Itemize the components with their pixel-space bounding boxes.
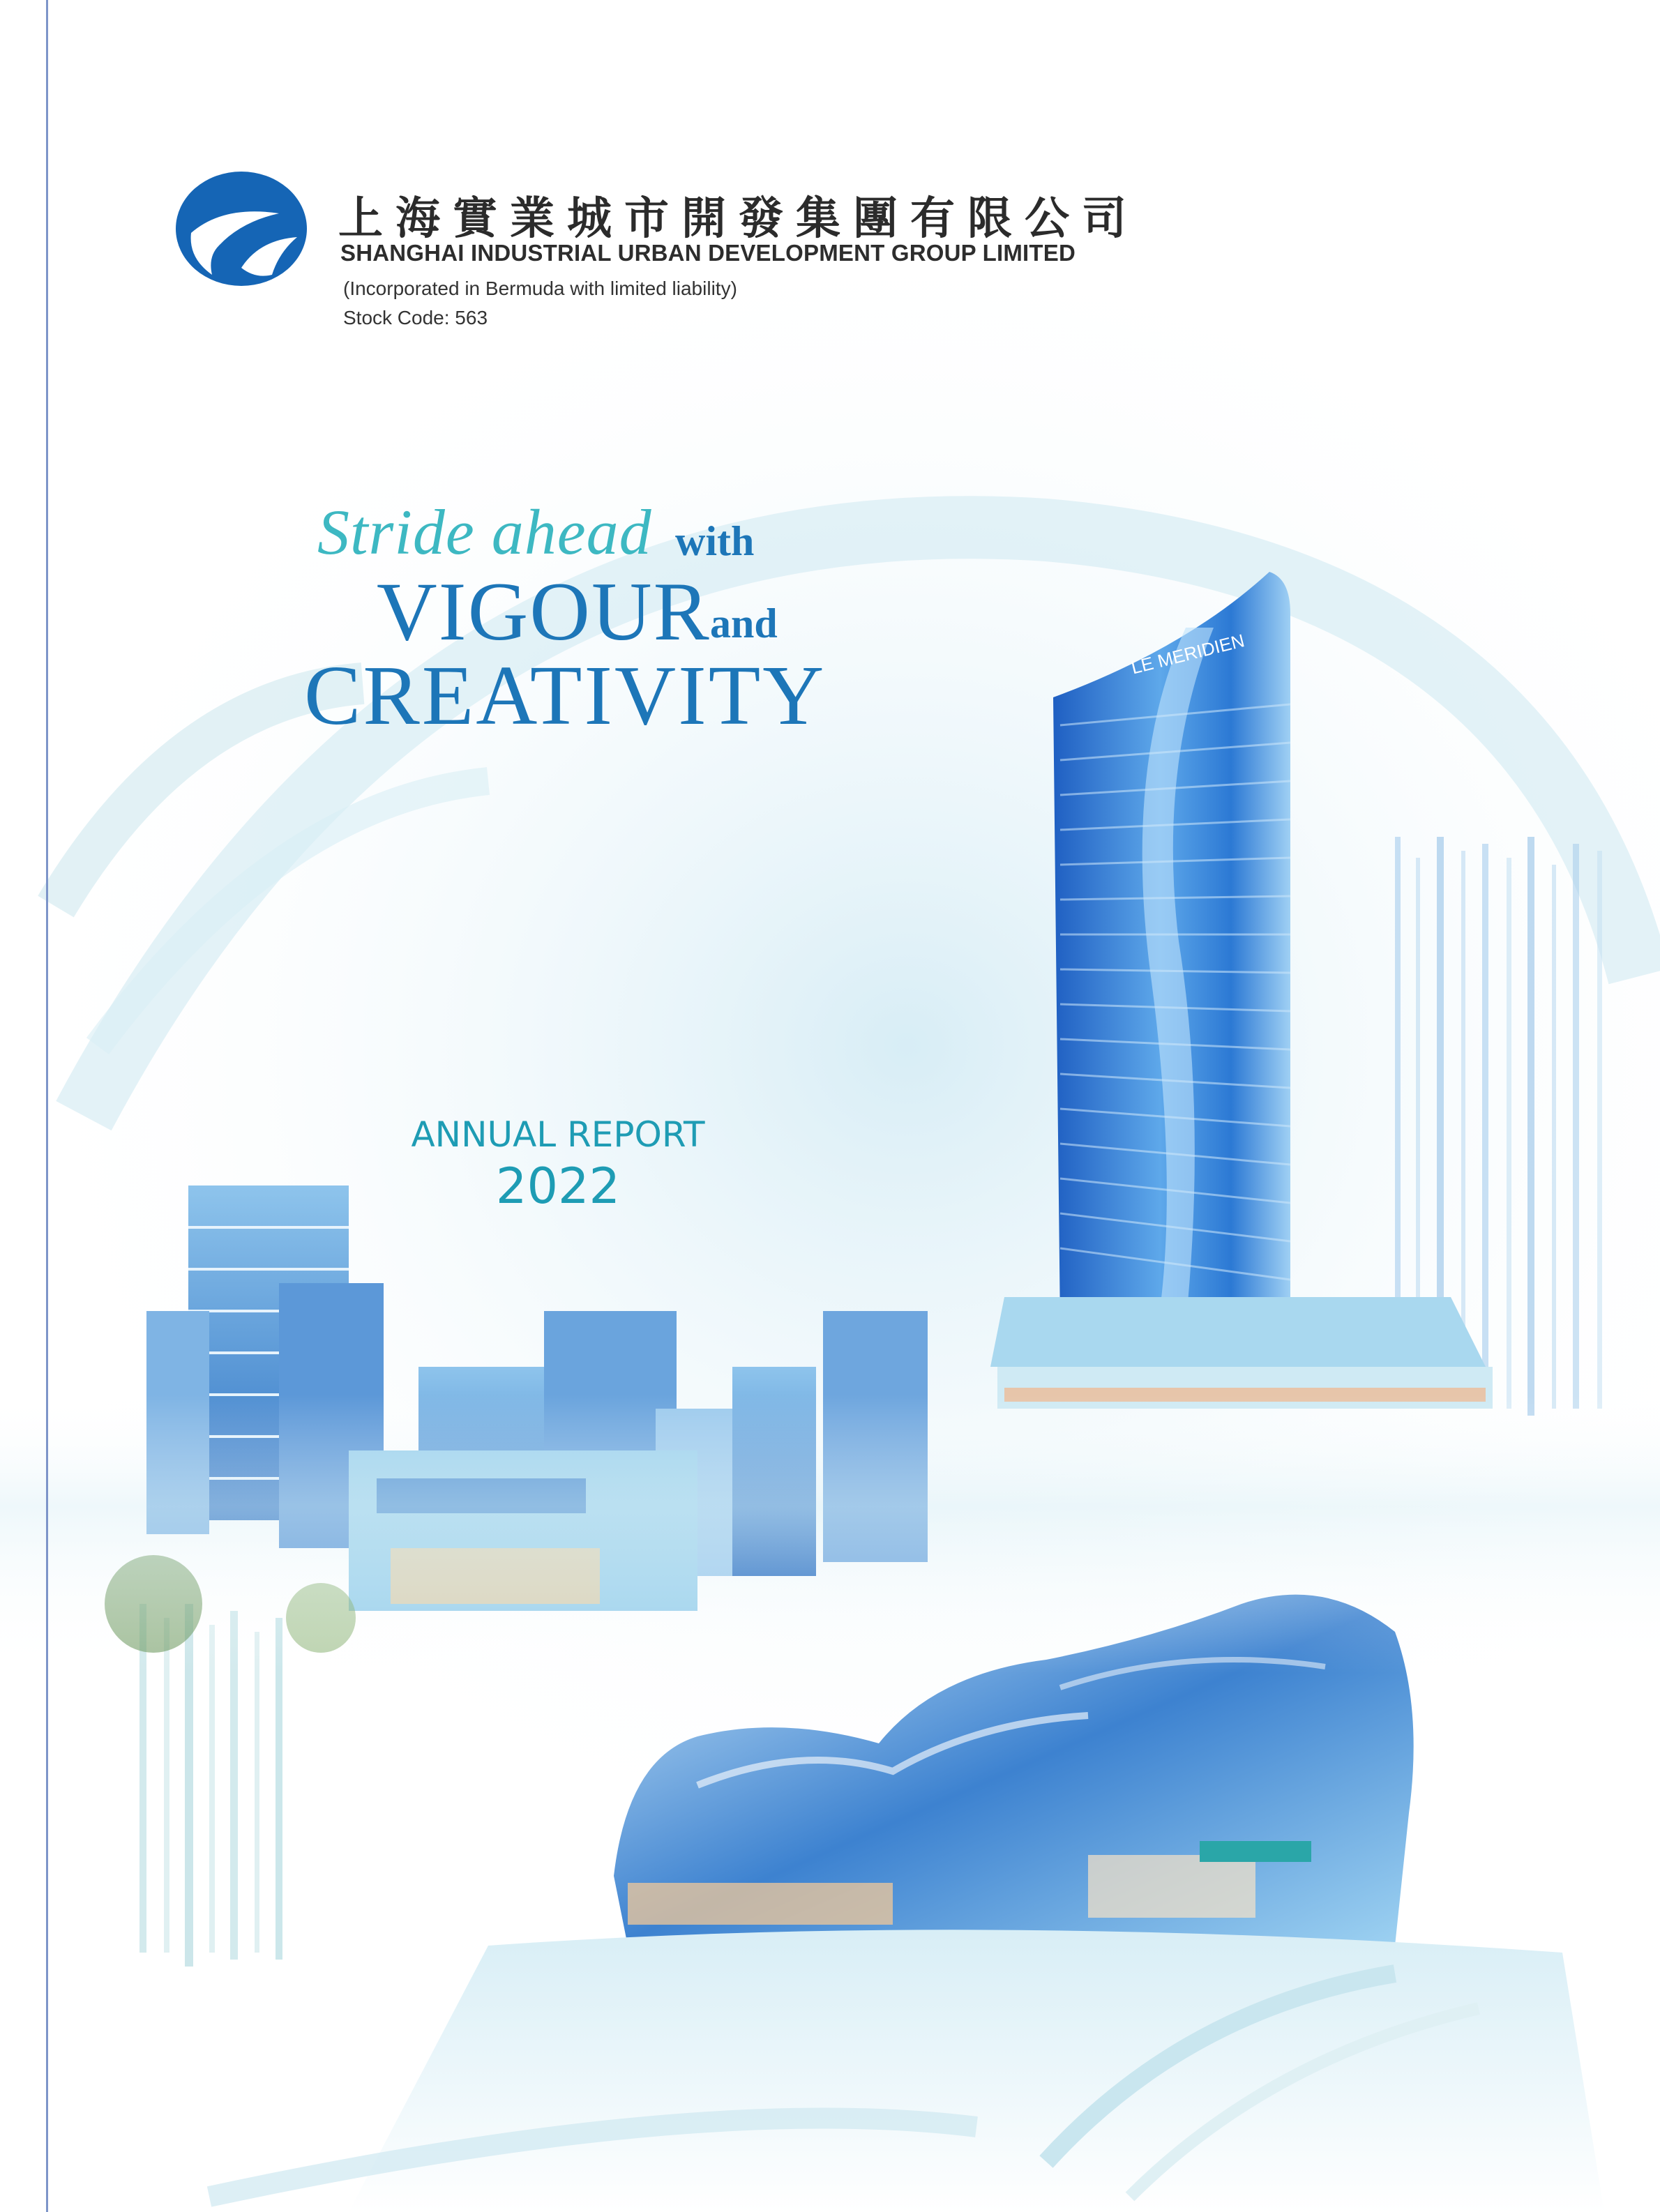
incorporation-note: (Incorporated in Bermuda with limited liability) xyxy=(343,278,737,299)
report-year: 2022 xyxy=(495,1158,621,1215)
plaza xyxy=(349,1930,1604,2212)
page-edge-line xyxy=(46,0,48,2212)
tagline-stride-ahead: Stride ahead xyxy=(317,497,652,568)
tagline-and: and xyxy=(710,600,778,646)
company-name-chinese: 上海實業城市開發集團有限公司 xyxy=(338,193,1139,245)
tagline-with: with xyxy=(675,518,755,564)
report-title: ANNUAL REPORT xyxy=(411,1114,705,1155)
tagline-creativity: CREATIVITY xyxy=(304,649,827,743)
tower-sign: LE MERIDIEN xyxy=(1129,630,1247,679)
company-name-english: SHANGHAI INDUSTRIAL URBAN DEVELOPMENT GROUP LIMITED xyxy=(340,240,1076,266)
tagline-vigour: VIGOUR xyxy=(377,565,711,658)
stock-code: Stock Code: 563 xyxy=(343,307,488,328)
company-logo xyxy=(174,163,314,289)
sky-wash xyxy=(0,1395,1660,1674)
tower-podium xyxy=(990,1297,1486,1367)
